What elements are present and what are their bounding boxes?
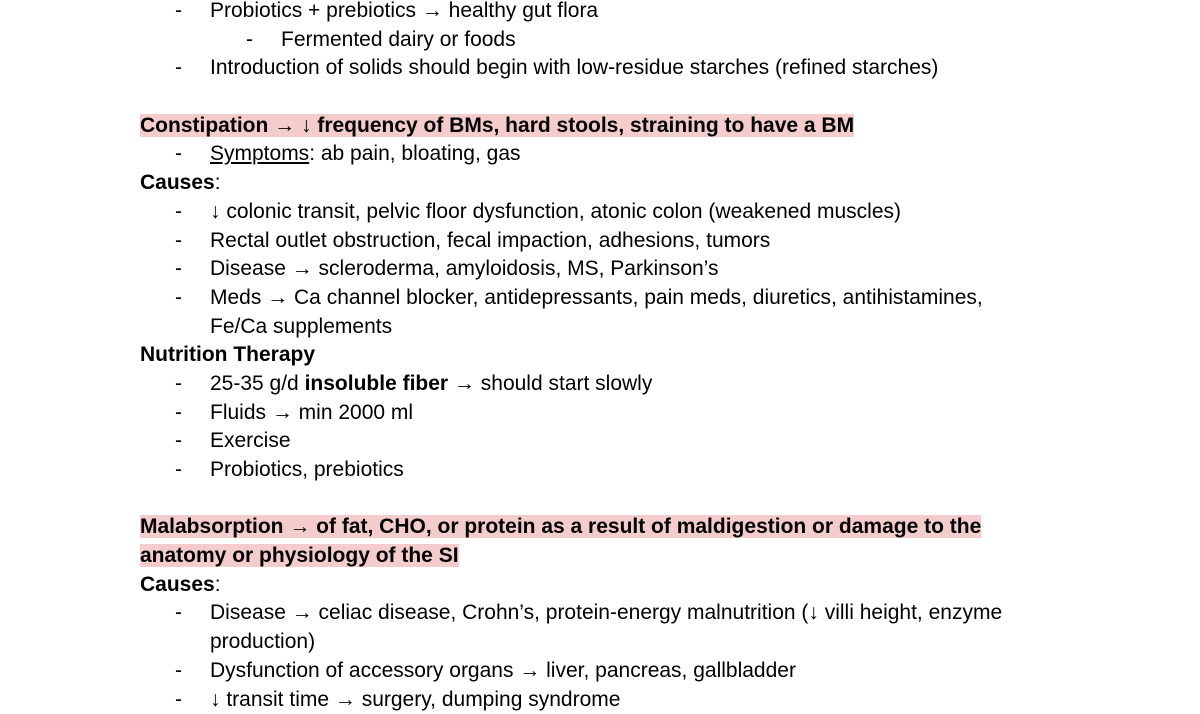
list-item-text: Disease → celiac disease, Crohn’s, protein-energy malnutrition (↓ villi height, enzyme production) <box>210 601 1003 654</box>
bullet-dash: - <box>175 142 182 166</box>
bullet-dash: - <box>175 429 182 453</box>
bullet-dash: - <box>175 199 182 223</box>
causes-colon: : <box>214 572 221 596</box>
bullet-dash: - <box>175 285 182 309</box>
bullet-dash: - <box>175 687 182 711</box>
list-item <box>140 54 1040 83</box>
highlighted-heading: Malabsorption → of fat, CHO, or protein as a result of maldigestion or damage to the <box>140 515 982 539</box>
list-item <box>140 198 1040 227</box>
causes-label: Causes <box>140 171 215 195</box>
list-item-text: Rectal outlet obstruction, fecal impaction, adhesions, tumors <box>210 228 771 252</box>
list-item <box>140 284 1010 341</box>
list-item-text: Exercise <box>210 429 291 453</box>
list-item <box>140 657 1040 686</box>
symptoms-text: : ab pain, bloating, gas <box>309 142 521 166</box>
list-item <box>140 255 1040 284</box>
list-item-text: Introduction of solids should begin with low-residue starches (refined starches) <box>210 56 939 80</box>
list-item-text: Disease → scleroderma, amyloidosis, MS, Parkinson’s <box>210 257 719 281</box>
bullet-dash: - <box>246 27 253 51</box>
list-item-text: ↓ transit time → surgery, dumping syndrome <box>210 687 621 711</box>
list-item-text: Fluids → min 2000 ml <box>210 400 414 424</box>
list-item <box>140 227 1040 256</box>
nutrition-therapy-label: Nutrition Therapy <box>140 343 316 367</box>
list-item-text: ↓ colonic transit, pelvic floor dysfunction, atonic colon (weakened muscles) <box>210 199 901 223</box>
fiber-suffix: → should start slowly <box>448 371 653 395</box>
constipation-heading <box>140 112 1040 141</box>
bullet-dash: - <box>175 658 182 682</box>
nutrition-therapy-heading <box>140 341 1040 370</box>
bullet-dash: - <box>175 257 182 281</box>
bullet-dash: - <box>175 601 182 625</box>
bullet-dash: - <box>175 0 182 22</box>
highlighted-heading: Constipation → ↓ frequency of BMs, hard stools, straining to have a BM <box>140 113 855 137</box>
list-item <box>140 370 1040 399</box>
causes-heading <box>140 571 1040 600</box>
list-item-nested <box>140 26 1040 55</box>
highlighted-heading: anatomy or physiology of the SI <box>140 544 459 568</box>
bullet-dash: - <box>175 371 182 395</box>
spacer <box>140 485 1040 514</box>
fiber-prefix: 25-35 g/d <box>210 371 305 395</box>
list-item-text: Probiotics + prebiotics → healthy gut flora <box>210 0 599 22</box>
causes-heading <box>140 169 1040 198</box>
causes-colon: : <box>214 171 221 195</box>
malabsorption-heading-line-2 <box>140 542 1040 571</box>
list-item <box>140 140 1040 169</box>
malabsorption-heading-line-1 <box>140 513 1040 542</box>
list-item <box>140 0 1040 26</box>
list-item-text: Probiotics, prebiotics <box>210 458 404 482</box>
list-item <box>140 399 1040 428</box>
document-body <box>140 0 1040 714</box>
bullet-dash: - <box>175 400 182 424</box>
bullet-dash: - <box>175 56 182 80</box>
list-item-text: Meds → Ca channel blocker, antidepressants, pain meds, diuretics, antihistamines, Fe/Ca supplements <box>210 285 983 338</box>
bullet-dash: - <box>175 228 182 252</box>
list-item <box>140 456 1040 485</box>
causes-label: Causes <box>140 572 215 596</box>
list-item <box>140 427 1040 456</box>
list-item-text: Fermented dairy or foods <box>281 27 516 51</box>
fiber-bold: insoluble fiber <box>304 371 449 395</box>
bullet-dash: - <box>175 458 182 482</box>
spacer <box>140 83 1040 112</box>
symptoms-label: Symptoms <box>210 142 310 166</box>
list-item <box>140 599 1030 656</box>
list-item-text: Dysfunction of accessory organs → liver, pancreas, gallbladder <box>210 658 796 682</box>
